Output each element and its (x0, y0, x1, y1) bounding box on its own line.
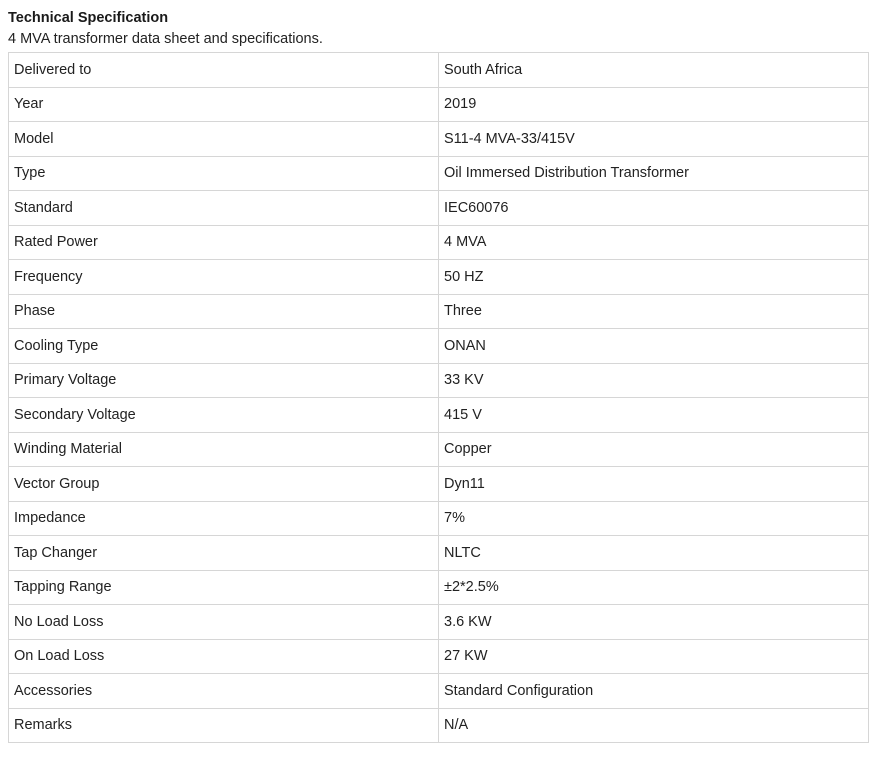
table-row (9, 536, 869, 571)
spec-label: On Load Loss (9, 639, 439, 674)
spec-label: Cooling Type (9, 329, 439, 364)
spec-value: South Africa (439, 53, 869, 88)
spec-label: Accessories (9, 674, 439, 709)
spec-table (8, 52, 869, 743)
spec-value: Dyn11 (439, 467, 869, 502)
spec-label: Delivered to (9, 53, 439, 88)
spec-label: Type (9, 156, 439, 191)
spec-value: 415 V (439, 398, 869, 433)
section-subtitle: 4 MVA transformer data sheet and specifications. (8, 31, 323, 47)
spec-label: Tap Changer (9, 536, 439, 571)
spec-value: S11-4 MVA-33/415V (439, 122, 869, 157)
spec-label: Winding Material (9, 432, 439, 467)
spec-label: Impedance (9, 501, 439, 536)
spec-value: Oil Immersed Distribution Transformer (439, 156, 869, 191)
table-row (9, 53, 869, 88)
table-row (9, 570, 869, 605)
table-row (9, 708, 869, 743)
spec-value: 2019 (439, 87, 869, 122)
spec-label: Rated Power (9, 225, 439, 260)
spec-value: N/A (439, 708, 869, 743)
spec-label: No Load Loss (9, 605, 439, 640)
spec-value: 7% (439, 501, 869, 536)
table-row (9, 156, 869, 191)
spec-label: Secondary Voltage (9, 398, 439, 433)
table-row (9, 294, 869, 329)
table-row (9, 467, 869, 502)
spec-value: 33 KV (439, 363, 869, 398)
table-row (9, 260, 869, 295)
table-row (9, 501, 869, 536)
spec-value: 27 KW (439, 639, 869, 674)
spec-label: Phase (9, 294, 439, 329)
spec-value: ±2*2.5% (439, 570, 869, 605)
section-title: Technical Specification (8, 10, 169, 26)
spec-value: 3.6 KW (439, 605, 869, 640)
spec-value: Copper (439, 432, 869, 467)
spec-value: Standard Configuration (439, 674, 869, 709)
spec-value: IEC60076 (439, 191, 869, 226)
spec-value: Three (439, 294, 869, 329)
spec-value: NLTC (439, 536, 869, 571)
spec-label: Primary Voltage (9, 363, 439, 398)
spec-label: Standard (9, 191, 439, 226)
spec-section (8, 8, 868, 743)
spec-value: ONAN (439, 329, 869, 364)
table-row (9, 329, 869, 364)
table-row (9, 398, 869, 433)
table-row (9, 639, 869, 674)
table-row (9, 225, 869, 260)
table-row (9, 122, 869, 157)
table-row (9, 674, 869, 709)
spec-label: Model (9, 122, 439, 157)
spec-label: Remarks (9, 708, 439, 743)
table-row (9, 87, 869, 122)
table-row (9, 191, 869, 226)
table-row (9, 363, 869, 398)
spec-label: Vector Group (9, 467, 439, 502)
spec-label: Tapping Range (9, 570, 439, 605)
spec-value: 50 HZ (439, 260, 869, 295)
spec-value: 4 MVA (439, 225, 869, 260)
table-row (9, 432, 869, 467)
spec-label: Frequency (9, 260, 439, 295)
spec-label: Year (9, 87, 439, 122)
table-row (9, 605, 869, 640)
